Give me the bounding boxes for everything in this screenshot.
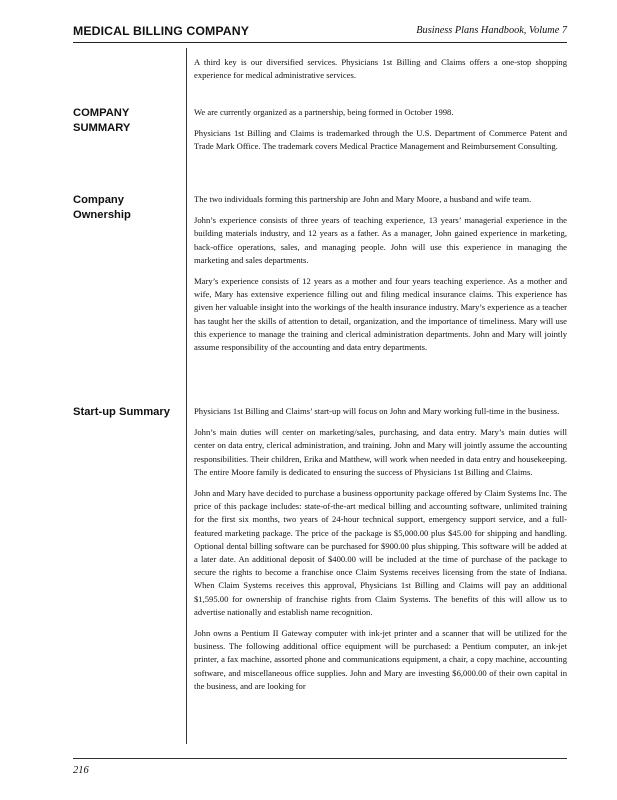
section-body — [194, 106, 567, 154]
paragraph: John’s experience consists of three years of teaching experience, 13 years’ managerial experience in the building materials industry, and 12 years as a father. As a manager, John gained experience in marketing, back-office operations, sales, and managing people. John will use this experience in managing the marketing and sales departments. — [194, 215, 567, 265]
column-divider — [186, 48, 187, 744]
paragraph: Physicians 1st Billing and Claims’ start-up will focus on John and Mary working full-time in the business. — [194, 406, 560, 416]
paragraph: We are currently organized as a partnership, being formed in October 1998. — [194, 107, 454, 117]
section-heading: Company Ownership — [73, 194, 131, 221]
section-heading: COMPANY SUMMARY — [73, 107, 131, 134]
page-header — [73, 20, 567, 43]
section-heading: Start-up Summary — [73, 406, 170, 418]
page-footer — [73, 758, 567, 776]
paragraph: The two individuals forming this partnership are John and Mary Moore, a husband and wife team. — [194, 194, 532, 204]
section-body — [194, 405, 567, 693]
paragraph: John’s main duties will center on marketing/sales, purchasing, and data entry. Mary’s main duties will center on data entry, clerical administration, and training. John and Mary will jointly assume the accounting responsibilities. Their children, Erika and Matthew, will work when needed in data entry and housekeeping. The entire Moore family is dedicated to ensuring the success of Physicians 1st Billing and Claims. — [194, 427, 567, 477]
paragraph: John owns a Pentium II Gateway computer with ink-jet printer and a scanner that will be utilized for the business. The following additional office equipment will be purchased: a Pentium computer, an ink-jet printer, a fax machine, assorted phone and communications equipment, a chair, a copy machine, accounting software, and miscellaneous office supplies. John and Mary are investing $6,000.00 of their own capital in the business, and are looking for — [194, 628, 567, 691]
section-body — [194, 56, 567, 82]
paragraph: John and Mary have decided to purchase a business opportunity package offered by Claim Systems Inc. The price of this package includes: state-of-the-art medical billing and accounting software, unlimited training for the first six months, two years of 24-hour technical support, emergency support service, and a full-featured marketing package. The price of the package is $5,000.00 plus $45.00 for shipping and handling. Optional dental billing software can be purchased for $900.00 plus shipping. This software will be added at a later date. An additional deposit of $400.00 will be included at the time of purchase of the package to secure the rights to become a franchise once Claim Systems receives licensing from the state of Indiana. When Claim Systems receives this approval, Physicians 1st Billing and Claims will pay an additional $1,595.00 for ownership of franchise rights from Claim Systems. The benefits of this will allow us to advertise nationally and establish name recognition. — [194, 488, 567, 617]
paragraph: A third key is our diversified services. Physicians 1st Billing and Claims offers a one-stop shopping experience for medical administrative services. — [194, 57, 567, 81]
page-number: 216 — [73, 765, 89, 776]
paragraph: Physicians 1st Billing and Claims is trademarked through the U.S. Department of Commerce Patent and Trade Mark Office. The trademark covers Medical Practice Management and Reimbursement Consulting. — [194, 128, 567, 152]
section-body — [194, 193, 567, 354]
paragraph: Mary’s experience consists of 12 years as a mother and four years teaching experience. As a mother and wife, Mary has extensive experience filling out and filing medical insurance claims. This experience has given her valuable insight into the workings of the health insurance industry. Mary’s experience as a teacher has taught her the skills of attention to detail, organization, and the importance of timeliness. Mary will use this experience to manage the training and clerical administration departments. John and Mary will jointly assume responsibility of the accounting and data entry departments. — [194, 276, 567, 353]
header-handbook-title: Business Plans Handbook, Volume 7 — [416, 25, 567, 36]
header-company-name: MEDICAL BILLING COMPANY — [73, 24, 250, 38]
